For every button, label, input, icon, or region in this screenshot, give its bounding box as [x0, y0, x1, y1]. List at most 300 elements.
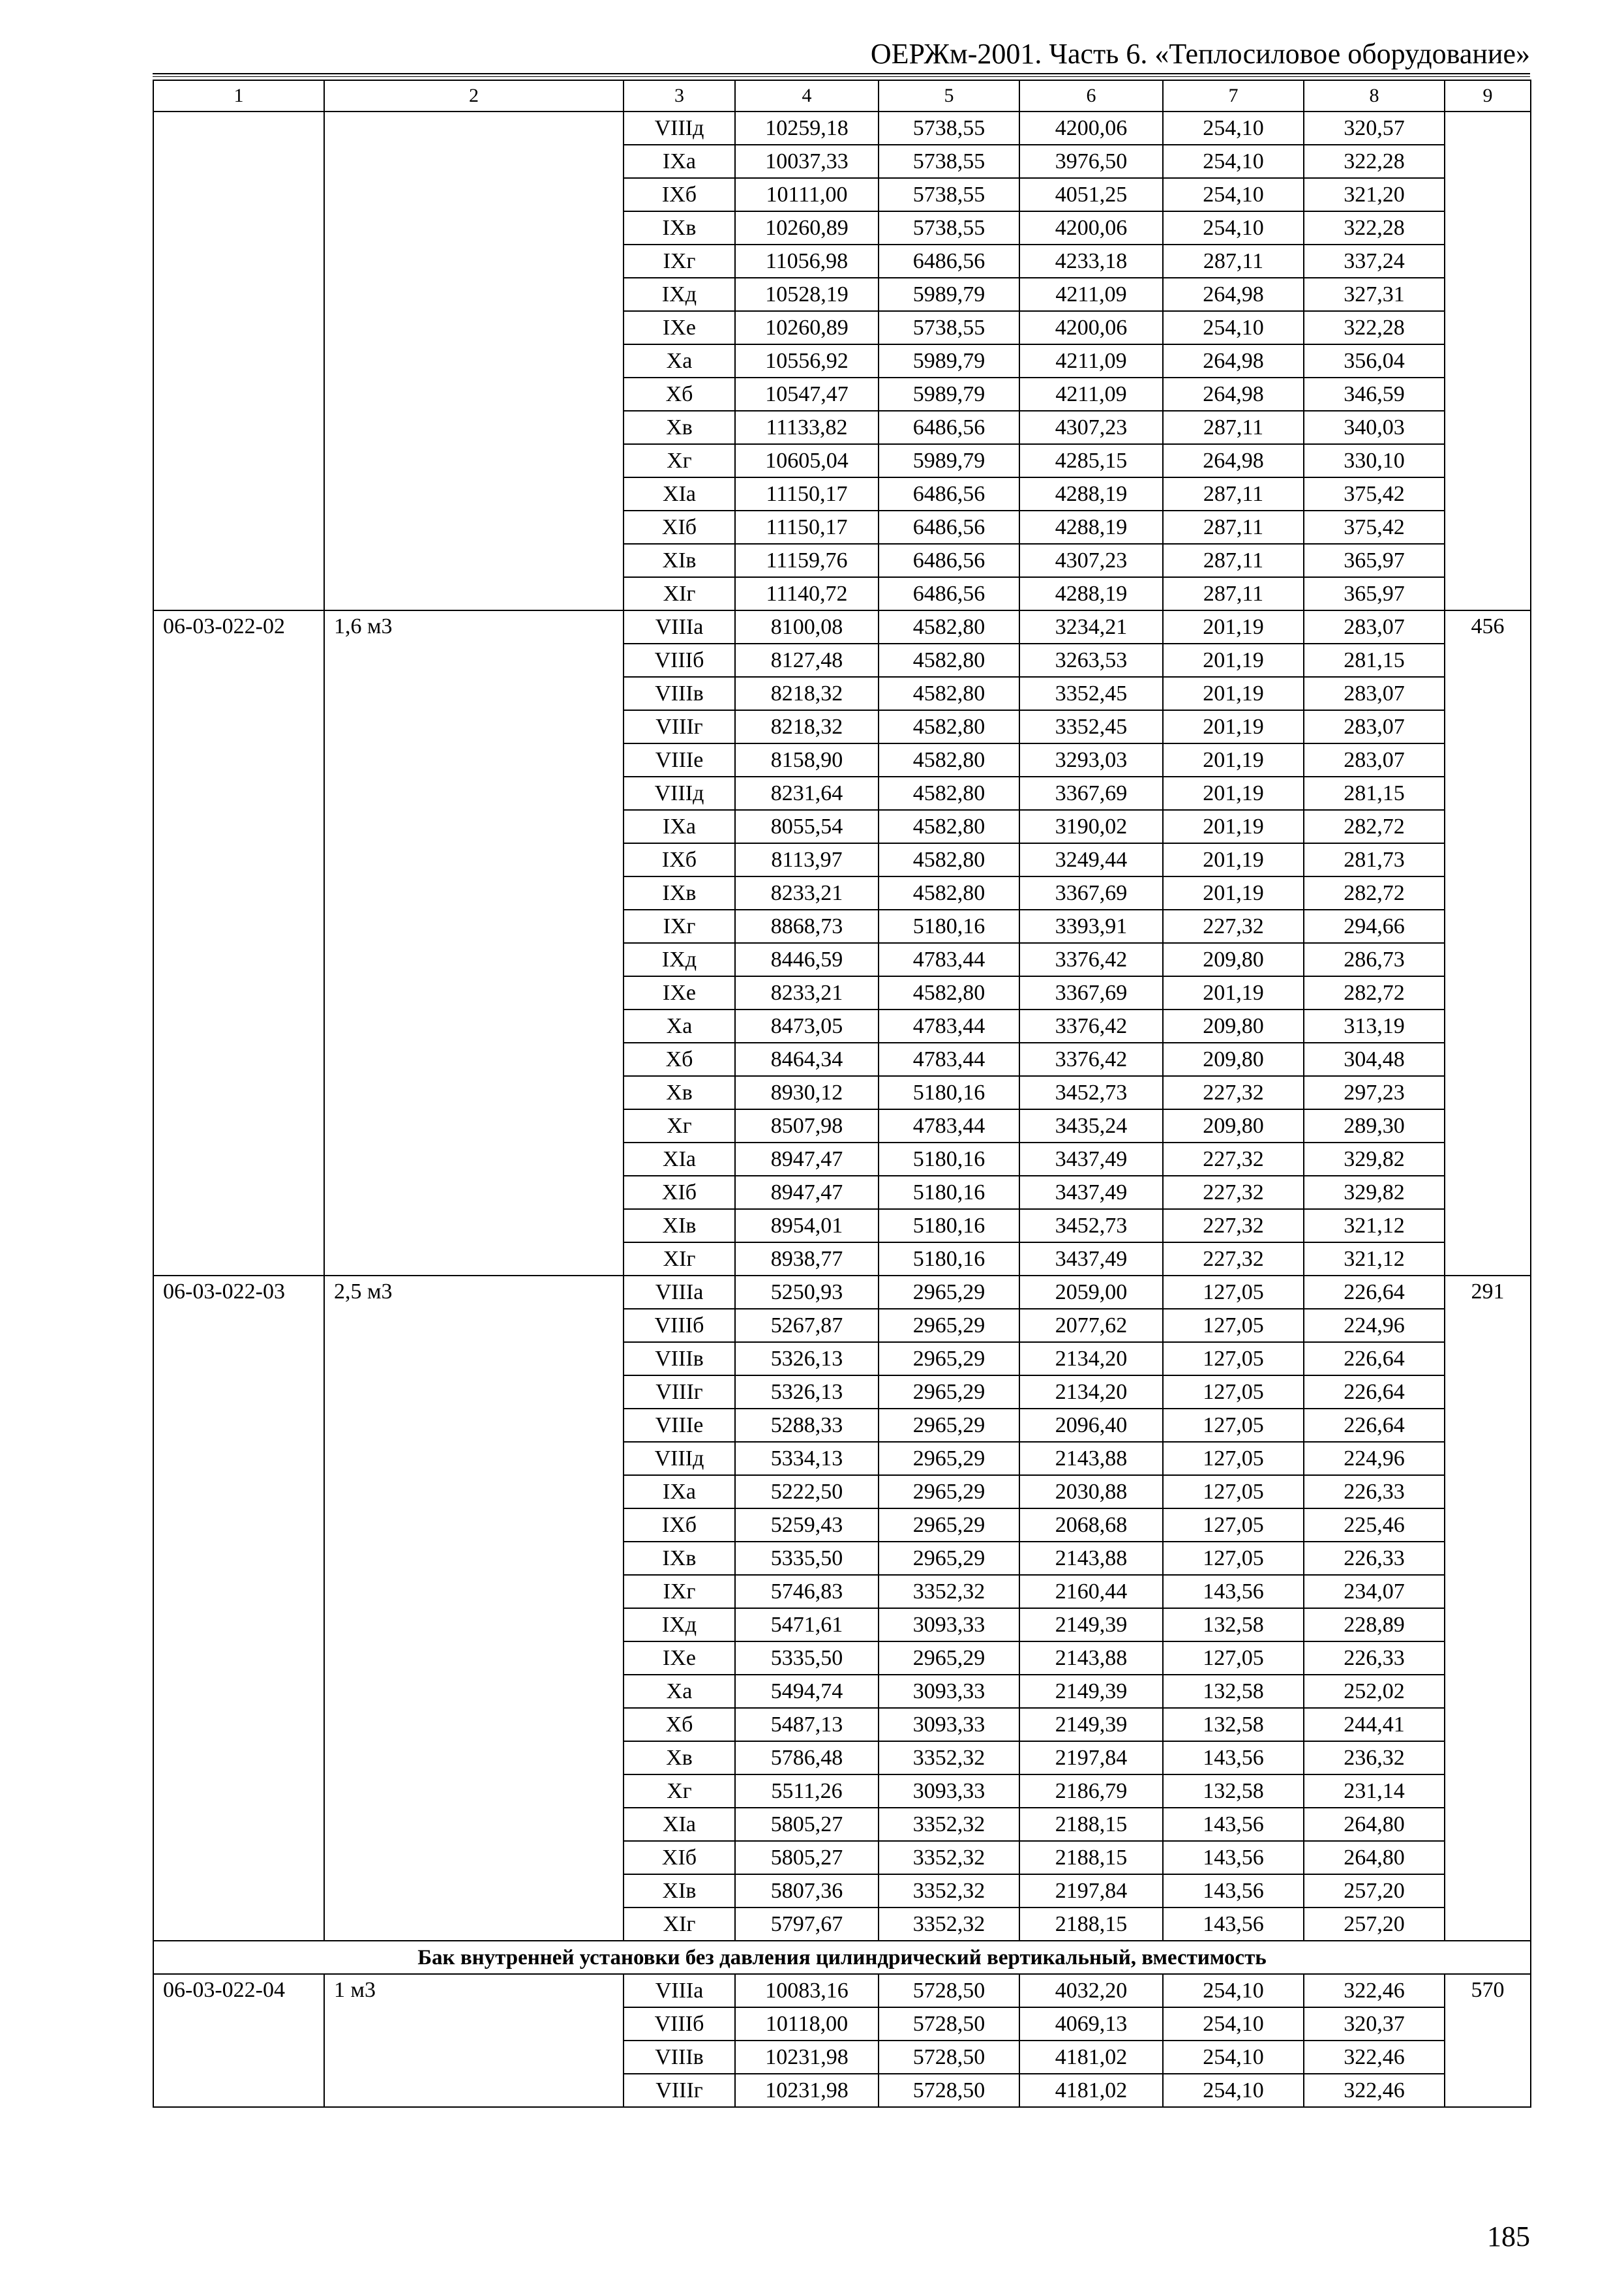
- machinists-wages-cell: 143,56: [1163, 1575, 1304, 1608]
- machines-cell: 3249,44: [1019, 843, 1163, 876]
- machines-cell: 4200,06: [1019, 112, 1163, 145]
- machines-cell: 4181,02: [1019, 2041, 1163, 2074]
- zone-cell: Xв: [624, 1741, 735, 1774]
- total-cost-cell: 5746,83: [735, 1575, 879, 1608]
- zone-cell: VIIIб: [624, 2007, 735, 2041]
- zone-cell: Xг: [624, 1774, 735, 1808]
- wages-cell: 4783,44: [879, 1109, 1019, 1143]
- zone-cell: VIIIб: [624, 1309, 735, 1342]
- machinists-wages-cell: 201,19: [1163, 610, 1304, 644]
- zone-cell: IXв: [624, 211, 735, 245]
- total-cost-cell: 8473,05: [735, 1010, 879, 1043]
- materials-cell: 226,64: [1304, 1409, 1445, 1442]
- machinists-wages-cell: 227,32: [1163, 1176, 1304, 1209]
- column-number-7: 7: [1163, 80, 1304, 112]
- item-name: 1,6 м3: [324, 610, 624, 1276]
- materials-cell: 228,89: [1304, 1608, 1445, 1641]
- machinists-wages-cell: 254,10: [1163, 211, 1304, 245]
- machines-cell: 3367,69: [1019, 976, 1163, 1010]
- machines-cell: 4200,06: [1019, 211, 1163, 245]
- page-header: ОЕРЖм-2001. Часть 6. «Теплосиловое оборудование»: [870, 38, 1530, 70]
- machines-cell: 3437,49: [1019, 1242, 1163, 1276]
- zone-cell: XIа: [624, 1808, 735, 1841]
- page-number: 185: [1487, 2221, 1530, 2252]
- column-number-8: 8: [1304, 80, 1445, 112]
- machines-cell: 2188,15: [1019, 1841, 1163, 1874]
- machinists-wages-cell: 209,80: [1163, 1010, 1304, 1043]
- machines-cell: 3376,42: [1019, 943, 1163, 976]
- machinists-wages-cell: 227,32: [1163, 1143, 1304, 1176]
- materials-cell: 322,28: [1304, 311, 1445, 344]
- zone-cell: VIIIд: [624, 777, 735, 810]
- total-cost-cell: 8507,98: [735, 1109, 879, 1143]
- total-cost-cell: 5494,74: [735, 1675, 879, 1708]
- materials-cell: 321,20: [1304, 178, 1445, 211]
- machinists-wages-cell: 127,05: [1163, 1508, 1304, 1542]
- wages-cell: 3093,33: [879, 1708, 1019, 1741]
- total-cost-cell: 8218,32: [735, 710, 879, 743]
- machinists-wages-cell: 254,10: [1163, 2007, 1304, 2041]
- labor-cell: 291: [1445, 1276, 1531, 1941]
- total-cost-cell: 5326,13: [735, 1375, 879, 1409]
- total-cost-cell: 10547,47: [735, 378, 879, 411]
- machinists-wages-cell: 143,56: [1163, 1908, 1304, 1941]
- materials-cell: 281,15: [1304, 644, 1445, 677]
- total-cost-cell: 11133,82: [735, 411, 879, 444]
- materials-cell: 283,07: [1304, 710, 1445, 743]
- total-cost-cell: 10260,89: [735, 211, 879, 245]
- materials-cell: 340,03: [1304, 411, 1445, 444]
- machinists-wages-cell: 227,32: [1163, 910, 1304, 943]
- materials-cell: 244,41: [1304, 1708, 1445, 1741]
- total-cost-cell: 8127,48: [735, 644, 879, 677]
- machines-cell: 2188,15: [1019, 1808, 1163, 1841]
- zone-cell: XIг: [624, 577, 735, 610]
- wages-cell: 4783,44: [879, 1010, 1019, 1043]
- zone-cell: Xв: [624, 1076, 735, 1109]
- zone-cell: XIв: [624, 1874, 735, 1908]
- machinists-wages-cell: 201,19: [1163, 810, 1304, 843]
- wages-cell: 6486,56: [879, 245, 1019, 278]
- wages-cell: 5180,16: [879, 1209, 1019, 1242]
- materials-cell: 322,46: [1304, 2041, 1445, 2074]
- zone-cell: XIб: [624, 511, 735, 544]
- total-cost-cell: 8938,77: [735, 1242, 879, 1276]
- machines-cell: 2030,88: [1019, 1475, 1163, 1508]
- zone-cell: Xб: [624, 1043, 735, 1076]
- header-rule: [153, 73, 1530, 74]
- machines-cell: 4288,19: [1019, 477, 1163, 511]
- total-cost-cell: 8464,34: [735, 1043, 879, 1076]
- zone-cell: Xб: [624, 1708, 735, 1741]
- zone-cell: IXг: [624, 1575, 735, 1608]
- machinists-wages-cell: 143,56: [1163, 1741, 1304, 1774]
- materials-cell: 313,19: [1304, 1010, 1445, 1043]
- total-cost-cell: 8954,01: [735, 1209, 879, 1242]
- machinists-wages-cell: 254,10: [1163, 1974, 1304, 2007]
- item-code: [153, 112, 324, 610]
- machinists-wages-cell: 132,58: [1163, 1608, 1304, 1641]
- materials-cell: 322,46: [1304, 2074, 1445, 2107]
- item-name: [324, 112, 624, 610]
- wages-cell: 5738,55: [879, 145, 1019, 178]
- total-cost-cell: 10259,18: [735, 112, 879, 145]
- machines-cell: 3293,03: [1019, 743, 1163, 777]
- total-cost-cell: 11056,98: [735, 245, 879, 278]
- machines-cell: 3435,24: [1019, 1109, 1163, 1143]
- materials-cell: 226,64: [1304, 1342, 1445, 1375]
- materials-cell: 375,42: [1304, 477, 1445, 511]
- machines-cell: 4051,25: [1019, 178, 1163, 211]
- zone-cell: Xа: [624, 1010, 735, 1043]
- total-cost-cell: 5250,93: [735, 1276, 879, 1309]
- wages-cell: 4582,80: [879, 976, 1019, 1010]
- wages-cell: 5989,79: [879, 278, 1019, 311]
- materials-cell: 365,97: [1304, 577, 1445, 610]
- total-cost-cell: 8868,73: [735, 910, 879, 943]
- machinists-wages-cell: 254,10: [1163, 145, 1304, 178]
- materials-cell: 226,33: [1304, 1641, 1445, 1675]
- wages-cell: 3093,33: [879, 1774, 1019, 1808]
- wages-cell: 2965,29: [879, 1409, 1019, 1442]
- machinists-wages-cell: 287,11: [1163, 577, 1304, 610]
- total-cost-cell: 5326,13: [735, 1342, 879, 1375]
- machinists-wages-cell: 227,32: [1163, 1242, 1304, 1276]
- wages-cell: 6486,56: [879, 411, 1019, 444]
- machines-cell: 3367,69: [1019, 876, 1163, 910]
- machinists-wages-cell: 127,05: [1163, 1442, 1304, 1475]
- zone-cell: IXа: [624, 145, 735, 178]
- total-cost-cell: 5487,13: [735, 1708, 879, 1741]
- materials-cell: 264,80: [1304, 1841, 1445, 1874]
- materials-cell: 226,33: [1304, 1542, 1445, 1575]
- materials-cell: 327,31: [1304, 278, 1445, 311]
- machinists-wages-cell: 127,05: [1163, 1475, 1304, 1508]
- header-rule-thin: [153, 76, 1530, 77]
- zone-cell: VIIIв: [624, 677, 735, 710]
- materials-cell: 225,46: [1304, 1508, 1445, 1542]
- machinists-wages-cell: 227,32: [1163, 1209, 1304, 1242]
- machines-cell: 3437,49: [1019, 1143, 1163, 1176]
- materials-cell: 356,04: [1304, 344, 1445, 378]
- machines-cell: 2197,84: [1019, 1874, 1163, 1908]
- machinists-wages-cell: 201,19: [1163, 843, 1304, 876]
- materials-cell: 257,20: [1304, 1874, 1445, 1908]
- machinists-wages-cell: 264,98: [1163, 444, 1304, 477]
- wages-cell: 5728,50: [879, 2074, 1019, 2107]
- machinists-wages-cell: 287,11: [1163, 544, 1304, 577]
- machines-cell: 4032,20: [1019, 1974, 1163, 2007]
- machines-cell: 2059,00: [1019, 1276, 1163, 1309]
- materials-cell: 281,15: [1304, 777, 1445, 810]
- materials-cell: 320,57: [1304, 112, 1445, 145]
- wages-cell: 4582,80: [879, 610, 1019, 644]
- machines-cell: 2143,88: [1019, 1641, 1163, 1675]
- zone-cell: IXд: [624, 943, 735, 976]
- zone-cell: Xг: [624, 444, 735, 477]
- wages-cell: 5728,50: [879, 1974, 1019, 2007]
- total-cost-cell: 5334,13: [735, 1442, 879, 1475]
- wages-cell: 4783,44: [879, 943, 1019, 976]
- rates-table: [153, 80, 1531, 2108]
- materials-cell: 365,97: [1304, 544, 1445, 577]
- wages-cell: 3352,32: [879, 1808, 1019, 1841]
- machinists-wages-cell: 132,58: [1163, 1675, 1304, 1708]
- section-title: Бак внутренней установки без давления цилиндрический вертикальный, вместимость: [153, 1941, 1531, 1974]
- wages-cell: 5180,16: [879, 1242, 1019, 1276]
- machinists-wages-cell: 264,98: [1163, 378, 1304, 411]
- zone-cell: XIг: [624, 1242, 735, 1276]
- machines-cell: 4181,02: [1019, 2074, 1163, 2107]
- total-cost-cell: 5511,26: [735, 1774, 879, 1808]
- machines-cell: 4307,23: [1019, 411, 1163, 444]
- table-row: [153, 610, 1531, 644]
- total-cost-cell: 5797,67: [735, 1908, 879, 1941]
- wages-cell: 3093,33: [879, 1608, 1019, 1641]
- materials-cell: 294,66: [1304, 910, 1445, 943]
- materials-cell: 297,23: [1304, 1076, 1445, 1109]
- wages-cell: 4582,80: [879, 644, 1019, 677]
- zone-cell: IXв: [624, 876, 735, 910]
- zone-cell: VIIIг: [624, 1375, 735, 1409]
- zone-cell: IXв: [624, 1542, 735, 1575]
- materials-cell: 321,12: [1304, 1242, 1445, 1276]
- machines-cell: 2068,68: [1019, 1508, 1163, 1542]
- machinists-wages-cell: 254,10: [1163, 2041, 1304, 2074]
- wages-cell: 4582,80: [879, 710, 1019, 743]
- zone-cell: VIIIд: [624, 112, 735, 145]
- machinists-wages-cell: 127,05: [1163, 1342, 1304, 1375]
- total-cost-cell: 11159,76: [735, 544, 879, 577]
- materials-cell: 231,14: [1304, 1774, 1445, 1808]
- machines-cell: 3352,45: [1019, 677, 1163, 710]
- wages-cell: 2965,29: [879, 1309, 1019, 1342]
- machinists-wages-cell: 287,11: [1163, 477, 1304, 511]
- machines-cell: 3437,49: [1019, 1176, 1163, 1209]
- zone-cell: IXг: [624, 245, 735, 278]
- wages-cell: 6486,56: [879, 544, 1019, 577]
- zone-cell: IXг: [624, 910, 735, 943]
- materials-cell: 321,12: [1304, 1209, 1445, 1242]
- zone-cell: VIIIг: [624, 710, 735, 743]
- machinists-wages-cell: 254,10: [1163, 311, 1304, 344]
- machines-cell: 2143,88: [1019, 1542, 1163, 1575]
- zone-cell: IXб: [624, 178, 735, 211]
- machines-cell: 3452,73: [1019, 1209, 1163, 1242]
- machines-cell: 4211,09: [1019, 378, 1163, 411]
- machines-cell: 4069,13: [1019, 2007, 1163, 2041]
- zone-cell: IXд: [624, 1608, 735, 1641]
- wages-cell: 5738,55: [879, 178, 1019, 211]
- total-cost-cell: 8055,54: [735, 810, 879, 843]
- total-cost-cell: 5805,27: [735, 1841, 879, 1874]
- zone-cell: VIIIг: [624, 2074, 735, 2107]
- zone-cell: XIб: [624, 1841, 735, 1874]
- zone-cell: IXе: [624, 1641, 735, 1675]
- materials-cell: 322,28: [1304, 145, 1445, 178]
- machinists-wages-cell: 254,10: [1163, 178, 1304, 211]
- machinists-wages-cell: 209,80: [1163, 1109, 1304, 1143]
- machinists-wages-cell: 127,05: [1163, 1309, 1304, 1342]
- total-cost-cell: 5335,50: [735, 1542, 879, 1575]
- total-cost-cell: 5805,27: [735, 1808, 879, 1841]
- machinists-wages-cell: 254,10: [1163, 112, 1304, 145]
- wages-cell: 5180,16: [879, 1076, 1019, 1109]
- total-cost-cell: 5222,50: [735, 1475, 879, 1508]
- zone-cell: XIб: [624, 1176, 735, 1209]
- wages-cell: 4582,80: [879, 743, 1019, 777]
- machines-cell: 4233,18: [1019, 245, 1163, 278]
- machinists-wages-cell: 201,19: [1163, 876, 1304, 910]
- zone-cell: IXа: [624, 810, 735, 843]
- materials-cell: 289,30: [1304, 1109, 1445, 1143]
- materials-cell: 236,32: [1304, 1741, 1445, 1774]
- machinists-wages-cell: 143,56: [1163, 1808, 1304, 1841]
- wages-cell: 3352,32: [879, 1908, 1019, 1941]
- materials-cell: 286,73: [1304, 943, 1445, 976]
- labor-cell: [1445, 112, 1531, 610]
- total-cost-cell: 8930,12: [735, 1076, 879, 1109]
- zone-cell: Xа: [624, 344, 735, 378]
- wages-cell: 6486,56: [879, 577, 1019, 610]
- zone-cell: XIа: [624, 477, 735, 511]
- labor-cell: 570: [1445, 1974, 1531, 2107]
- zone-cell: XIв: [624, 544, 735, 577]
- wages-cell: 5738,55: [879, 211, 1019, 245]
- total-cost-cell: 8233,21: [735, 976, 879, 1010]
- materials-cell: 283,07: [1304, 610, 1445, 644]
- zone-cell: XIв: [624, 1209, 735, 1242]
- total-cost-cell: 11150,17: [735, 477, 879, 511]
- machinists-wages-cell: 209,80: [1163, 943, 1304, 976]
- total-cost-cell: 10231,98: [735, 2041, 879, 2074]
- item-code: 06-03-022-04: [153, 1974, 324, 2107]
- machines-cell: 2149,39: [1019, 1708, 1163, 1741]
- materials-cell: 304,48: [1304, 1043, 1445, 1076]
- machines-cell: 2149,39: [1019, 1608, 1163, 1641]
- total-cost-cell: 5471,61: [735, 1608, 879, 1641]
- machines-cell: 3393,91: [1019, 910, 1163, 943]
- machinists-wages-cell: 143,56: [1163, 1874, 1304, 1908]
- wages-cell: 3352,32: [879, 1841, 1019, 1874]
- table-row: [153, 1276, 1531, 1309]
- materials-cell: 282,72: [1304, 976, 1445, 1010]
- total-cost-cell: 5267,87: [735, 1309, 879, 1342]
- materials-cell: 252,02: [1304, 1675, 1445, 1708]
- machines-cell: 4211,09: [1019, 278, 1163, 311]
- column-number-9: 9: [1445, 80, 1531, 112]
- machinists-wages-cell: 287,11: [1163, 245, 1304, 278]
- item-code: 06-03-022-03: [153, 1276, 324, 1941]
- machines-cell: 2149,39: [1019, 1675, 1163, 1708]
- machines-cell: 4200,06: [1019, 311, 1163, 344]
- machines-cell: 4288,19: [1019, 511, 1163, 544]
- materials-cell: 226,64: [1304, 1276, 1445, 1309]
- machinists-wages-cell: 201,19: [1163, 710, 1304, 743]
- materials-cell: 282,72: [1304, 810, 1445, 843]
- total-cost-cell: 10528,19: [735, 278, 879, 311]
- machines-cell: 3976,50: [1019, 145, 1163, 178]
- item-name: 1 м3: [324, 1974, 624, 2107]
- total-cost-cell: 8113,97: [735, 843, 879, 876]
- zone-cell: VIIIв: [624, 2041, 735, 2074]
- wages-cell: 5738,55: [879, 311, 1019, 344]
- column-number-4: 4: [735, 80, 879, 112]
- total-cost-cell: 5335,50: [735, 1641, 879, 1675]
- machinists-wages-cell: 132,58: [1163, 1708, 1304, 1741]
- wages-cell: 5989,79: [879, 444, 1019, 477]
- machinists-wages-cell: 201,19: [1163, 743, 1304, 777]
- machinists-wages-cell: 201,19: [1163, 976, 1304, 1010]
- column-number-6: 6: [1019, 80, 1163, 112]
- machinists-wages-cell: 132,58: [1163, 1774, 1304, 1808]
- total-cost-cell: 8100,08: [735, 610, 879, 644]
- column-number-5: 5: [879, 80, 1019, 112]
- total-cost-cell: 8446,59: [735, 943, 879, 976]
- table-body: [153, 80, 1531, 2107]
- wages-cell: 5180,16: [879, 1176, 1019, 1209]
- wages-cell: 5180,16: [879, 910, 1019, 943]
- total-cost-cell: 10118,00: [735, 2007, 879, 2041]
- column-number-row: [153, 80, 1531, 112]
- zone-cell: VIIIв: [624, 1342, 735, 1375]
- materials-cell: 226,64: [1304, 1375, 1445, 1409]
- machinists-wages-cell: 254,10: [1163, 2074, 1304, 2107]
- item-code: 06-03-022-02: [153, 610, 324, 1276]
- wages-cell: 5728,50: [879, 2041, 1019, 2074]
- total-cost-cell: 10605,04: [735, 444, 879, 477]
- machines-cell: 3190,02: [1019, 810, 1163, 843]
- materials-cell: 264,80: [1304, 1808, 1445, 1841]
- total-cost-cell: 8158,90: [735, 743, 879, 777]
- zone-cell: IXе: [624, 976, 735, 1010]
- total-cost-cell: 11140,72: [735, 577, 879, 610]
- materials-cell: 283,07: [1304, 743, 1445, 777]
- machines-cell: 3376,42: [1019, 1010, 1163, 1043]
- total-cost-cell: 8231,64: [735, 777, 879, 810]
- wages-cell: 2965,29: [879, 1342, 1019, 1375]
- machines-cell: 2096,40: [1019, 1409, 1163, 1442]
- materials-cell: 337,24: [1304, 245, 1445, 278]
- wages-cell: 4582,80: [879, 876, 1019, 910]
- zone-cell: IXб: [624, 1508, 735, 1542]
- column-number-2: 2: [324, 80, 624, 112]
- wages-cell: 2965,29: [879, 1442, 1019, 1475]
- wages-cell: 5989,79: [879, 344, 1019, 378]
- total-cost-cell: 5259,43: [735, 1508, 879, 1542]
- machinists-wages-cell: 201,19: [1163, 644, 1304, 677]
- wages-cell: 4582,80: [879, 677, 1019, 710]
- machinists-wages-cell: 264,98: [1163, 344, 1304, 378]
- machinists-wages-cell: 127,05: [1163, 1641, 1304, 1675]
- materials-cell: 234,07: [1304, 1575, 1445, 1608]
- materials-cell: 329,82: [1304, 1143, 1445, 1176]
- wages-cell: 2965,29: [879, 1276, 1019, 1309]
- zone-cell: VIIIа: [624, 1974, 735, 2007]
- machines-cell: 3263,53: [1019, 644, 1163, 677]
- section-title-row: [153, 1941, 1531, 1974]
- total-cost-cell: 8218,32: [735, 677, 879, 710]
- machines-cell: 4288,19: [1019, 577, 1163, 610]
- zone-cell: IXд: [624, 278, 735, 311]
- materials-cell: 320,37: [1304, 2007, 1445, 2041]
- wages-cell: 4582,80: [879, 810, 1019, 843]
- total-cost-cell: 10037,33: [735, 145, 879, 178]
- machinists-wages-cell: 227,32: [1163, 1076, 1304, 1109]
- machines-cell: 4211,09: [1019, 344, 1163, 378]
- machines-cell: 3234,21: [1019, 610, 1163, 644]
- machinists-wages-cell: 287,11: [1163, 511, 1304, 544]
